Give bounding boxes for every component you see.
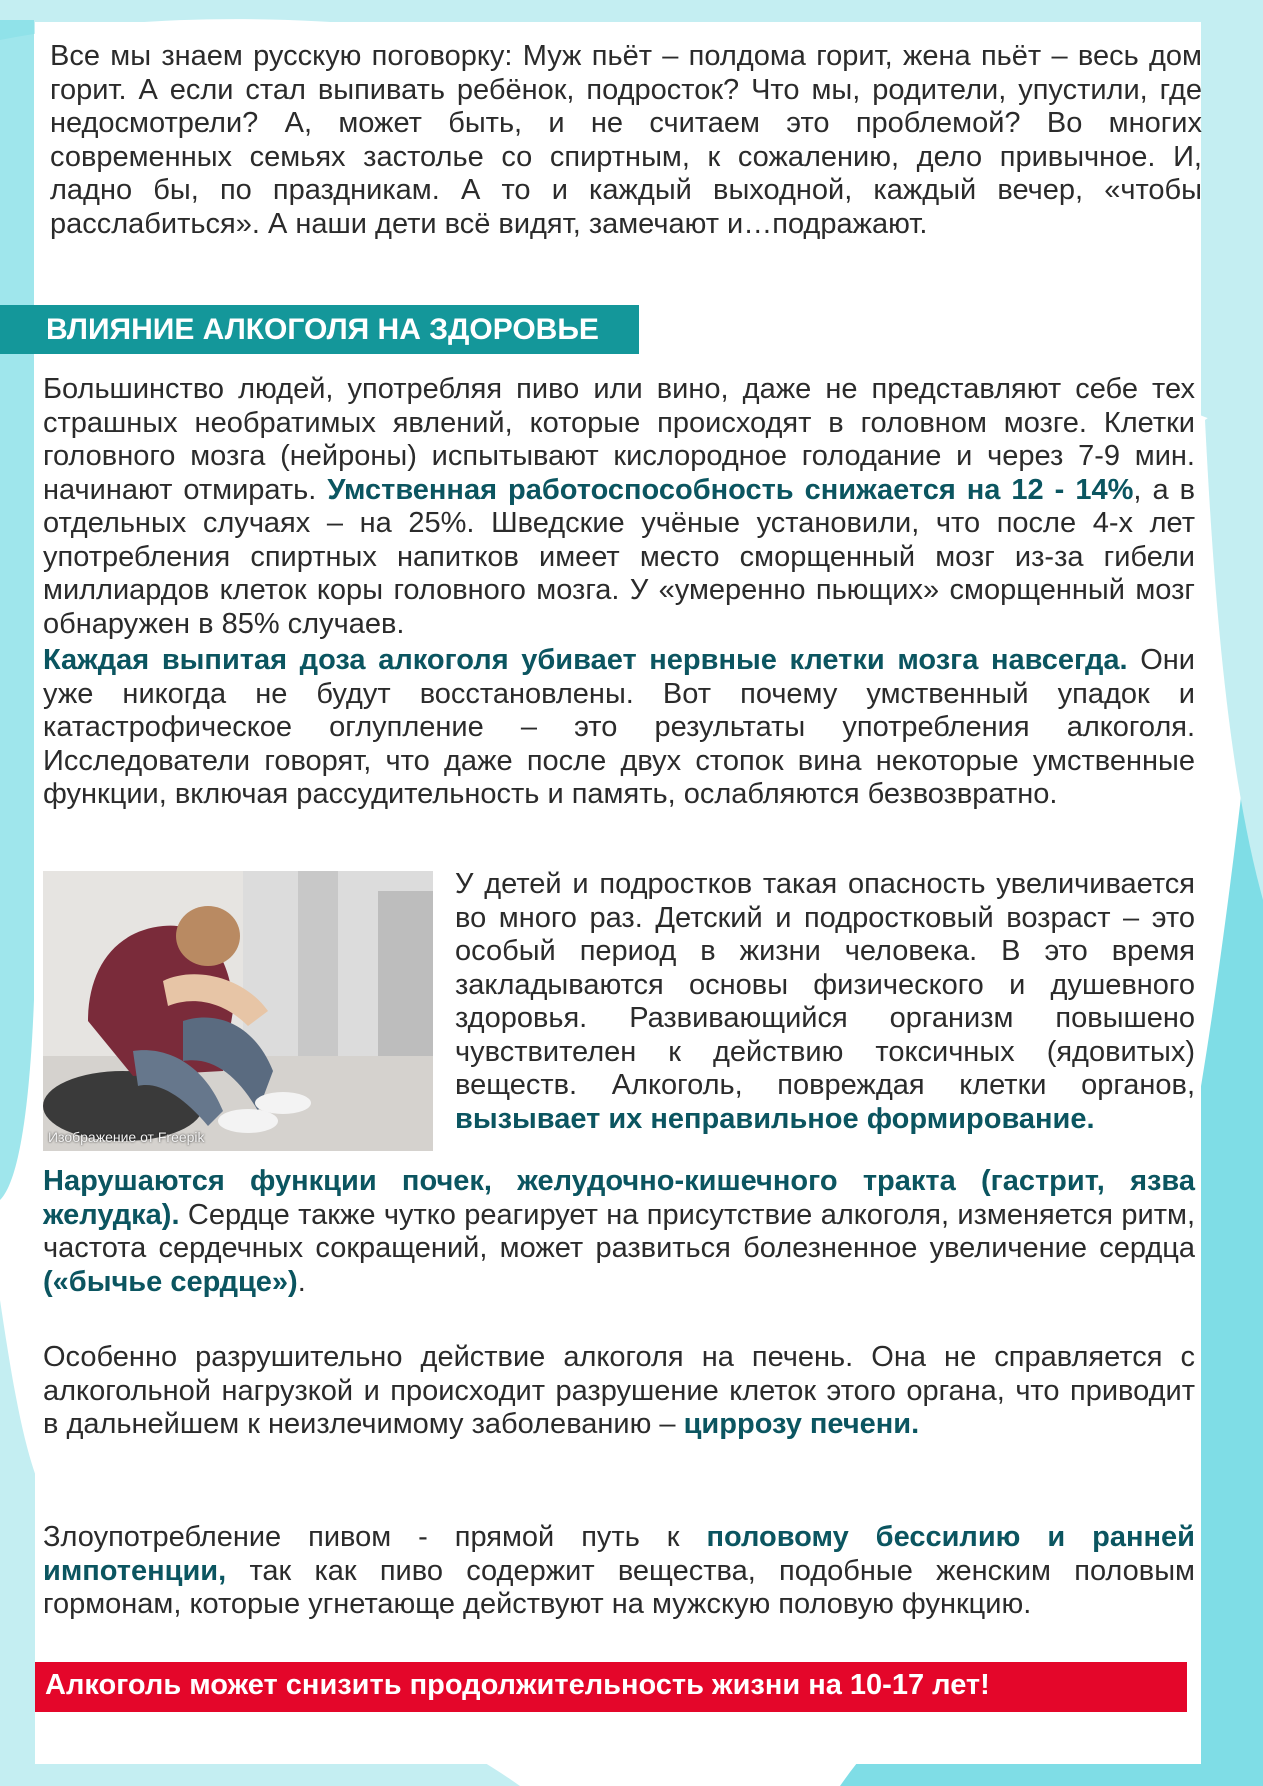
paragraph-beer: [43, 1521, 1195, 1622]
p3-highlight: вызывает их неправильное формирование.: [455, 1102, 1095, 1135]
p3-text-a: У детей и подростков такая опасность увеличивается во много раз. Детский и подростковый возраст – это особый период в жизни человека. В это время закладываются основы физического и душевного здоровья. Развивающийся организм повышено чувствителен к действию токсичных (ядовитых) веществ. Алкоголь, повреждая клетки органов,: [455, 868, 1195, 1101]
section-heading-bar: [0, 305, 639, 354]
paragraph-liver: [43, 1341, 1195, 1442]
p4-highlight: Нарушаются функции почек, желудочно-кишечного тракта (гастрит, язва желудка).: [43, 1165, 1195, 1231]
p1-text-a: Большинство людей, употребляя пиво или вино, даже не представляют себе тех страшных необратимых явлений, которые происходят в головном мозге. Клетки головного мозга (нейроны) испытывают кислородное голодание и через 7-9 мин. начинают отмирать.: [43, 373, 1195, 506]
p5-highlight: циррозу печени.: [683, 1408, 920, 1440]
p6-text-a: Злоупотребление пивом - прямой путь к: [43, 1521, 707, 1553]
p2-text-b: Они уже никогда не будут восстановлены. Вот почему умственный упадок и катастрофическое оглупление – это результаты употребления алкоголя. Исследователи говорят, что даже после двух стопок вина некоторые умственные функции, включая рассудительность и память, ослабляются безвозвратно.: [43, 644, 1195, 810]
warning-banner: [35, 1662, 1187, 1712]
p4-text-b: Сердце также чутко реагирует на присутствие алкоголя, изменяется ритм, частота сердечных сокращений, может развиться болезненное увеличение сердца: [43, 1198, 1195, 1264]
p4-text-d: .: [297, 1265, 306, 1298]
p1-highlight: Умственная работоспособность снижается на 12 - 14%: [327, 473, 1134, 506]
warning-text: Алкоголь может снизить продолжительность жизни на 10-17 лет!: [45, 1669, 990, 1701]
p6-text-c: так как пиво содержит вещества, подобные женским половым гормонам, которые угнетающе действуют на мужскую половую функцию.: [43, 1554, 1195, 1620]
teen-photo: [43, 871, 433, 1151]
photo-credit: Изображение от Freepik: [48, 1129, 205, 1145]
p1-text-c: , а в отдельных случаях – на 25%. Шведские учёные установили, что после 4-х лет употребления спиртных напитков имеет место сморщенный мозг из-за гибели миллиардов клеток коры головного мозга. У «умеренно пьющих» сморщенный мозг обнаружен в 85% случаев.: [43, 473, 1195, 640]
p5-text-a: Особенно разрушительно действие алкоголя на печень. Она не справляется с алкогольной нагрузкой и происходит разрушение клеток этого органа, что приводит в дальнейшем к неизлечимому заболеванию –: [43, 1341, 1195, 1440]
p2-highlight: Каждая выпитая доза алкоголя убивает нервные клетки мозга навсегда.: [43, 644, 1128, 676]
p4-highlight-heart: («бычье сердце»): [43, 1265, 298, 1298]
paragraph-children: [455, 868, 1195, 1136]
paragraph-organs: [43, 1165, 1195, 1299]
intro-paragraph: Все мы знаем русскую поговорку: Муж пьёт – полдома горит, жена пьёт – весь дом горит. А если стал выпивать ребёнок, подросток? Что мы, родители, упустили, где недосмотрели? А, может быть, и не считаем это проблемой? Во многих современных семьях застолье со спиртным, к сожалению, дело привычное. И, ладно бы, по праздникам. А то и каждый выходной, каждый вечер, «чтобы расслабиться». А наши дети всё видят, замечают и…подражают.: [50, 40, 1202, 240]
paragraph-nerve-cells: [43, 644, 1195, 812]
section-heading: ВЛИЯНИЕ АЛКОГОЛЯ НА ЗДОРОВЬЕ: [46, 313, 599, 346]
p6-highlight: половому бессилию и ранней импотенции,: [43, 1521, 1196, 1587]
paragraph-brain-effects: [43, 373, 1195, 641]
